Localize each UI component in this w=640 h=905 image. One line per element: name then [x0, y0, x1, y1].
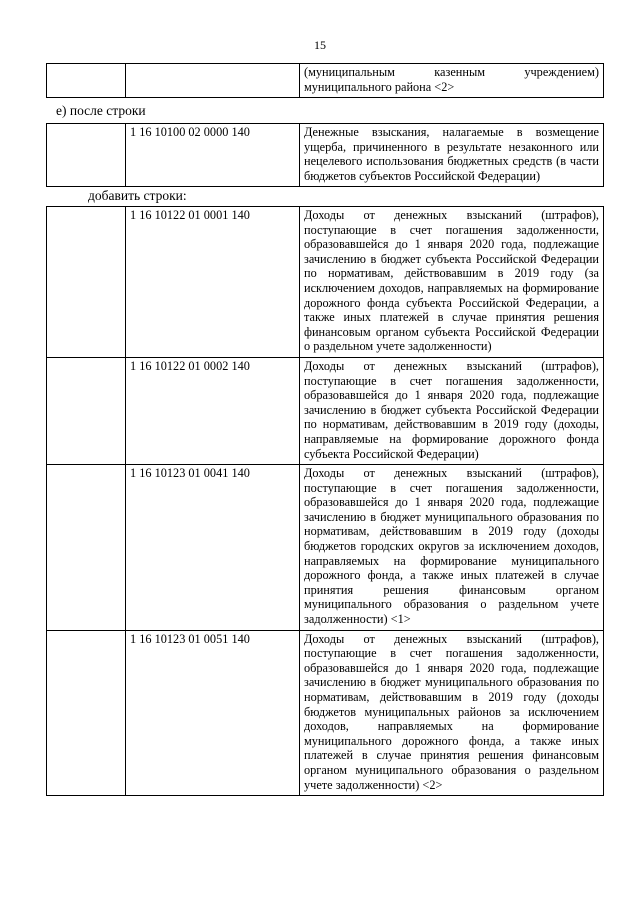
page-number: 15	[314, 38, 326, 52]
table-row	[47, 207, 604, 358]
empty-cell	[47, 630, 126, 796]
table-reference-row	[46, 123, 604, 187]
table-row	[47, 64, 604, 98]
description-cell: Денежные взыскания, налагаемые в возмещение ущерба, причиненного в результате незаконного или нецелевого использования бюджетных средств (в части бюджетов субъектов Российской Федерации)	[300, 124, 604, 187]
description-cell: (муниципальным казенным учреждением) муниципального района <2>	[300, 64, 604, 98]
empty-cell	[47, 64, 126, 98]
table-added-rows	[46, 206, 604, 796]
code-cell: 1 16 10123 01 0041 140	[126, 465, 300, 631]
table-row	[47, 465, 604, 631]
description-cell: Доходы от денежных взысканий (штрафов), поступающие в счет погашения задолженности, образовавшейся до 1 января 2020 года, подлежащие зачислению в бюджет субъекта Российской Федерации по нормативам, действовавшим в 2019 году (доходы, направляемые на формирование дорожного фонда субъекта Российской Федерации)	[300, 357, 604, 464]
code-cell: 1 16 10122 01 0001 140	[126, 207, 300, 358]
empty-cell	[47, 465, 126, 631]
table-row	[47, 124, 604, 187]
description-cell: Доходы от денежных взысканий (штрафов), поступающие в счет погашения задолженности, образовавшейся до 1 января 2020 года, подлежащие зачислению в бюджет муниципального образования по нормативам, действовавшим в 2019 году (доходы бюджетов муниципальных районов за исключением доходов, направляемых на формирование муниципального дорожного фонда, а также иных платежей в случае принятия решения финансовым органом муниципального образования о раздельном учете задолженности) <2>	[300, 630, 604, 796]
empty-cell	[47, 207, 126, 358]
description-cell: Доходы от денежных взысканий (штрафов), поступающие в счет погашения задолженности, образовавшейся до 1 января 2020 года, подлежащие зачислению в бюджет субъекта Российской Федерации по нормативам, действовавшим в 2019 году (за исключением доходов, направляемых на формирование дорожного фонда субъекта Российской Федерации, а также иных платежей в случае принятия решения финансовым органом субъекта Российской Федерации о раздельном учете задолженности)	[300, 207, 604, 358]
table-row	[47, 630, 604, 796]
code-cell: 1 16 10122 01 0002 140	[126, 357, 300, 464]
empty-cell	[47, 124, 126, 187]
code-cell	[126, 64, 300, 98]
description-cell: Доходы от денежных взысканий (штрафов), поступающие в счет погашения задолженности, образовавшейся до 1 января 2020 года, подлежащие зачислению в бюджет муниципального образования по нормативам, действовавшим в 2019 году (доходы бюджетов городских округов за исключением доходов, направляемых на формирование муниципального дорожного фонда, а также иных платежей в случае принятия решения финансовым органом муниципального образования о раздельном учете задолженности) <1>	[300, 465, 604, 631]
code-cell: 1 16 10100 02 0000 140	[126, 124, 300, 187]
table-row	[47, 357, 604, 464]
code-cell: 1 16 10123 01 0051 140	[126, 630, 300, 796]
instruction-add-rows: добавить строки:	[88, 188, 187, 203]
table-continued-row	[46, 63, 604, 98]
instruction-after-row: е) после строки	[56, 103, 146, 118]
empty-cell	[47, 357, 126, 464]
